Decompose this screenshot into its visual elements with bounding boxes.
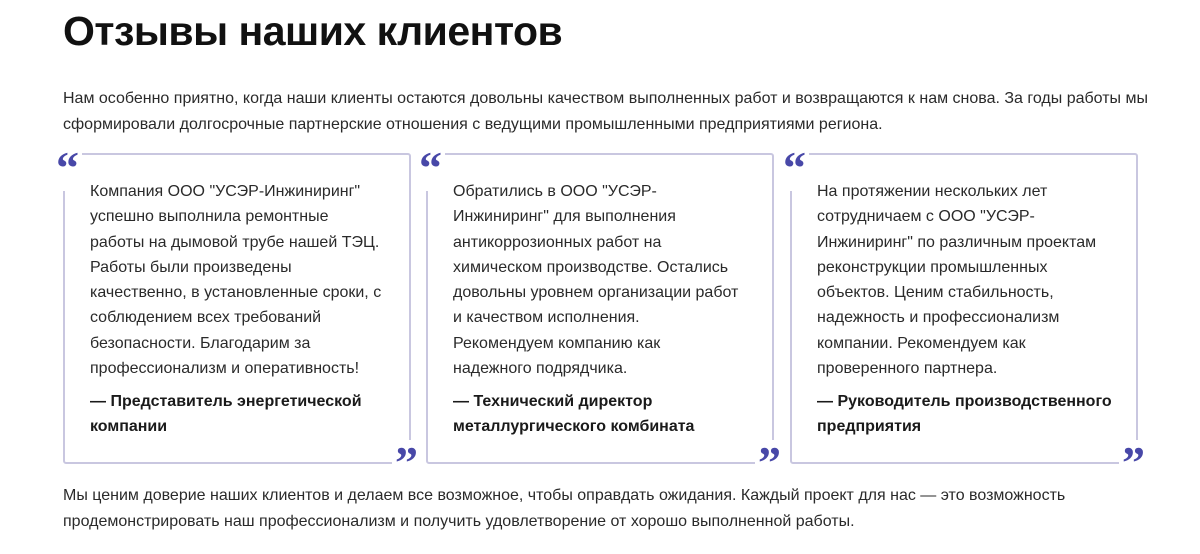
open-quote-icon: “ (780, 145, 809, 191)
intro-text: Нам особенно приятно, когда наши клиенты остаются довольны качеством выполненных работ и возвращаются к нам снова. За годы работы мы сформировали долгосрочные партнерские отношения с ведущими промышленными предприятиями региона. (63, 90, 1148, 133)
testimonial-text: На протяжении нескольких лет сотрудничаем с ООО "УСЭР- Инжиниринг" по различным проектам реконструкции промышленных объектов. Ценим стабильность, надежность и профессионализм компании. Рекомендуем как проверенного партнера. (817, 183, 1097, 378)
close-quote-icon: ” (1119, 440, 1148, 486)
open-quote-icon: “ (53, 145, 82, 191)
testimonial-card (419, 142, 781, 488)
section-title: Отзывы наших клиентов (63, 8, 563, 54)
testimonial-author: — Представитель энергетической компании (90, 393, 362, 435)
testimonial-text: Обратились в ООО "УСЭР- Инжиниринг" для выполнения антикоррозионных работ на химическом производстве. Остались довольны уровнем организации работ и качеством исполнения. Рекомендуем компанию как надежного подрядчика. (453, 183, 739, 378)
close-quote-icon: ” (392, 440, 421, 486)
testimonial-author: — Руководитель производственного предприятия (817, 393, 1112, 435)
testimonial-author: — Технический директор металлургического комбината (453, 393, 695, 435)
open-quote-icon: “ (416, 145, 445, 191)
testimonial-text: Компания ООО "УСЭР-Инжиниринг" успешно выполнила ремонтные работы на дымовой трубе нашей ТЭЦ. Работы были произведены качественно, в установленные сроки, с соблюдением всех требований безопасности. Благодарим за профессионализм и оперативность! (90, 183, 382, 378)
testimonial-card (56, 142, 418, 488)
testimonial-card (783, 142, 1145, 488)
outro-text: Мы ценим доверие наших клиентов и делаем все возможное, чтобы оправдать ожидания. Каждый проект для нас — это возможность продемонстрировать наш профессионализм и получить удовлетворение от хорошо выполненной работы. (63, 487, 1066, 530)
close-quote-icon: ” (755, 440, 784, 486)
